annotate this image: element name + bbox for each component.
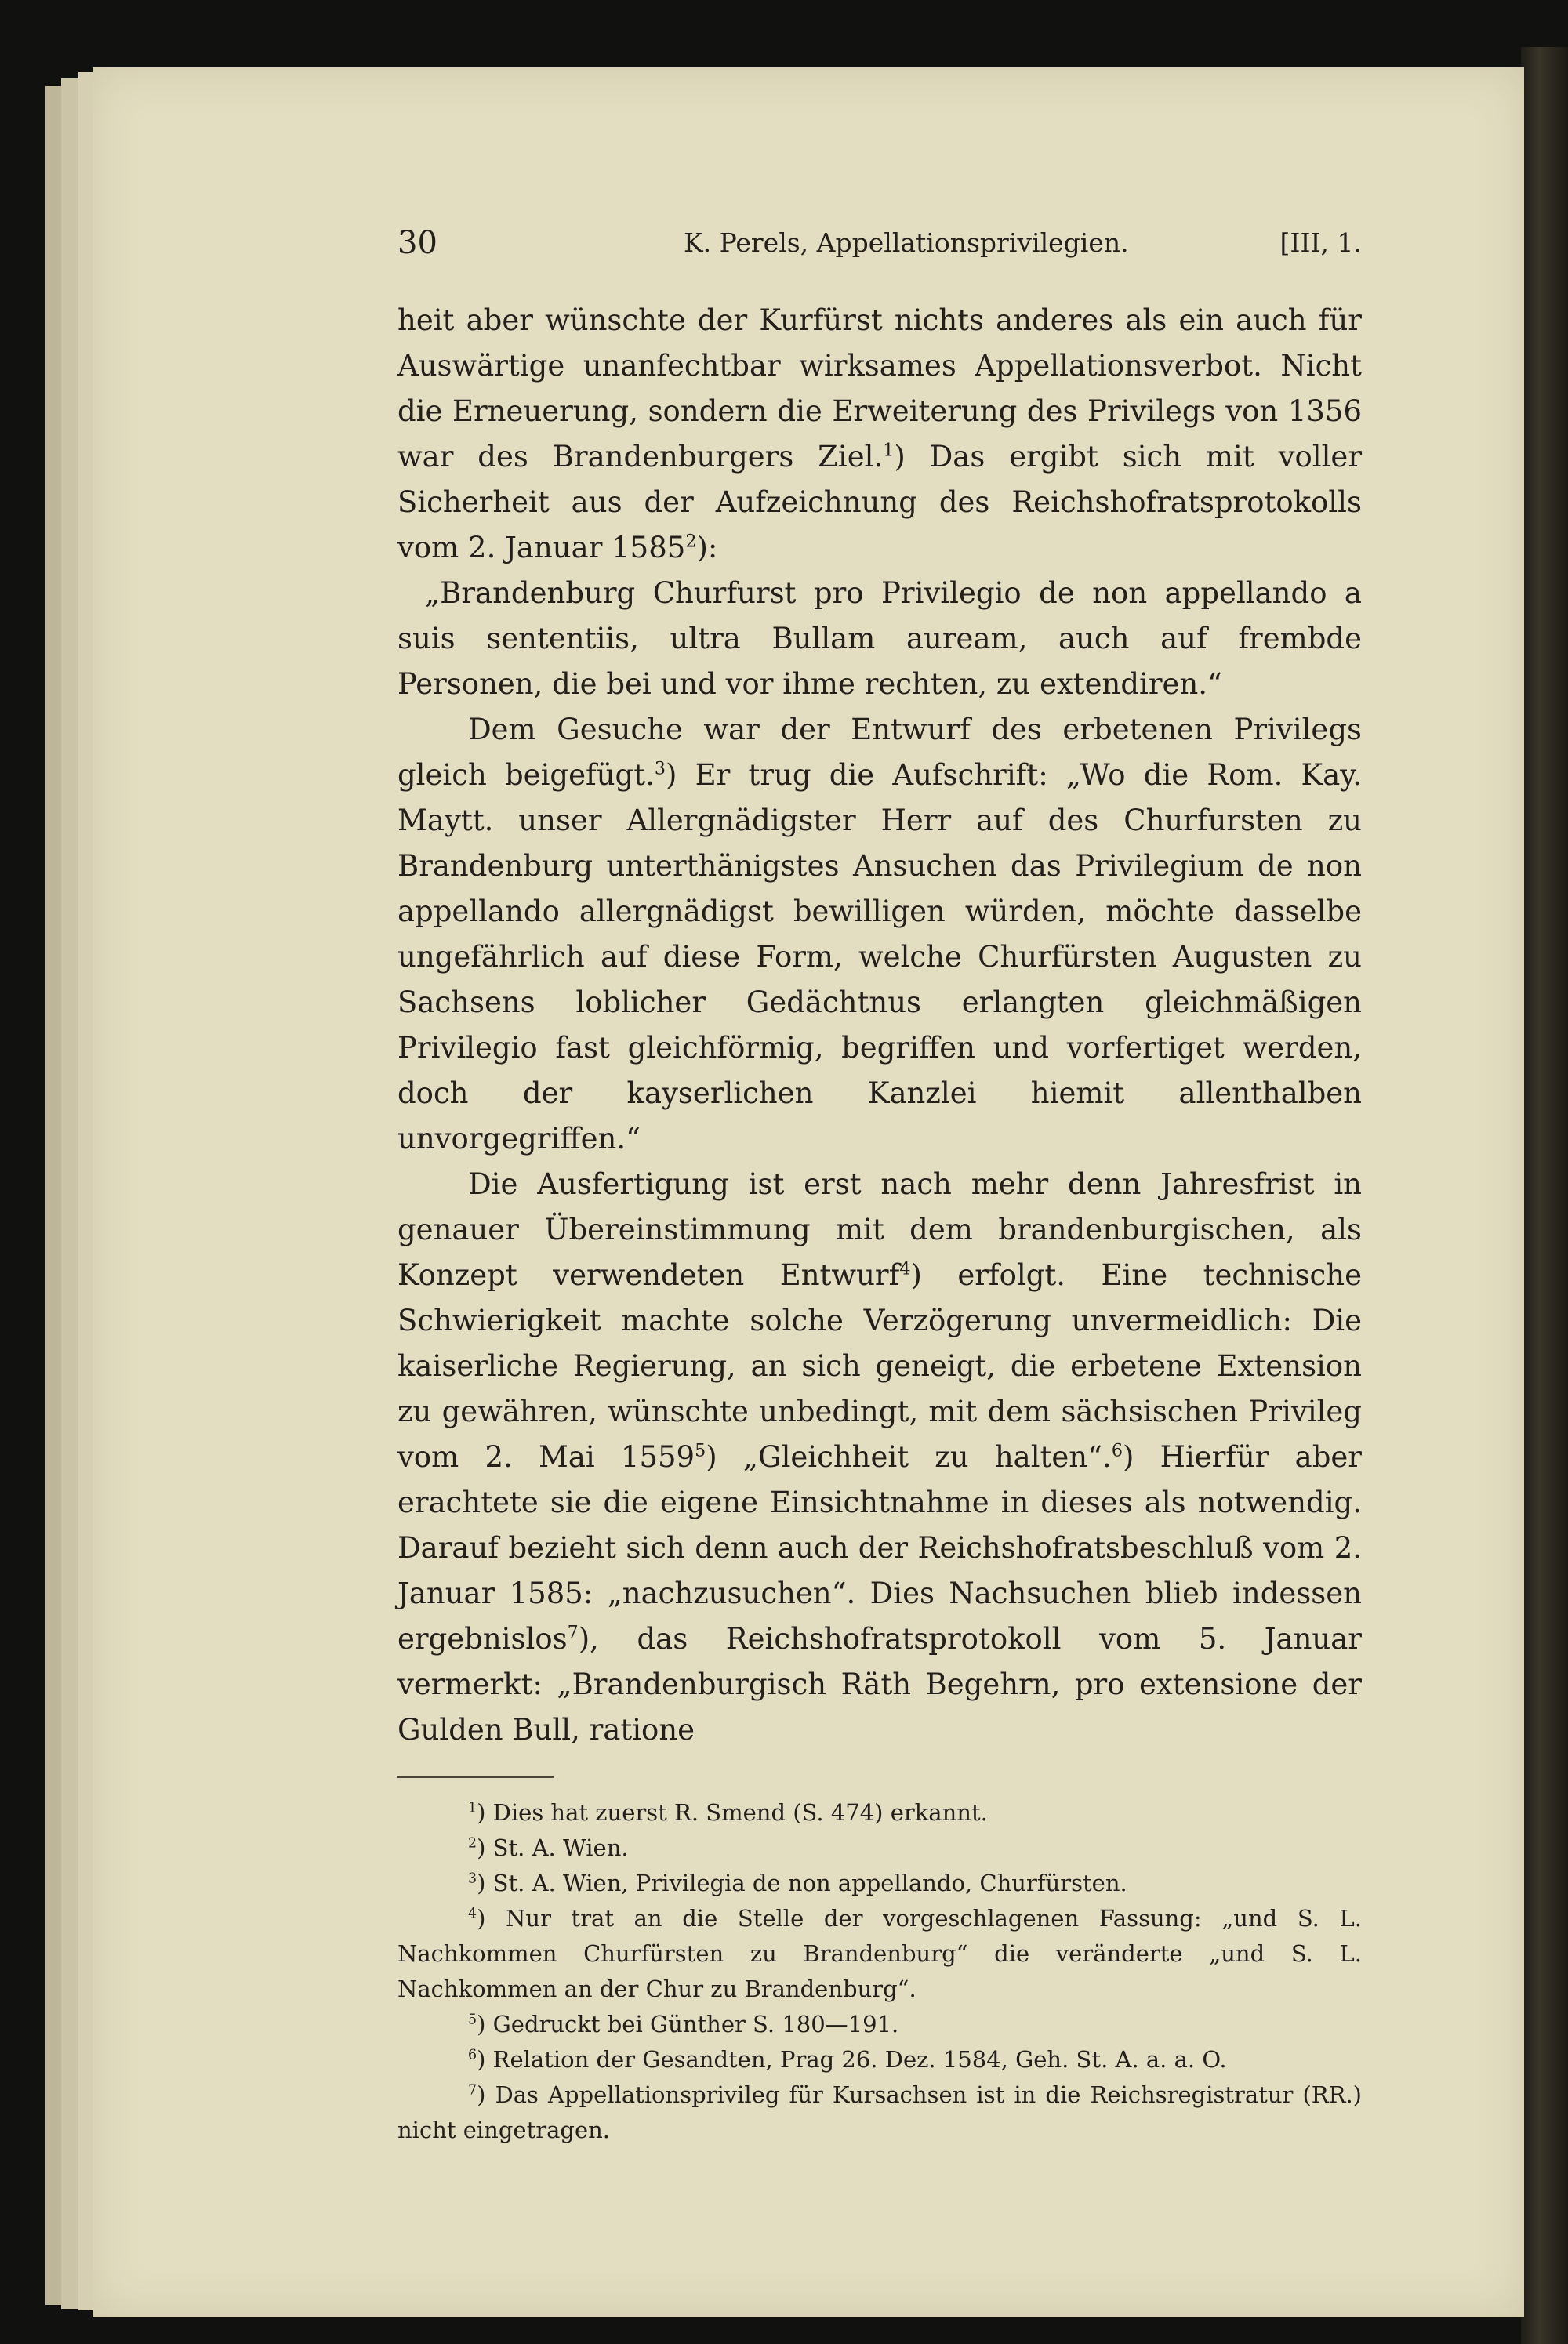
footnote: $^1$) Dies hat zuerst R. Smend (S. 474) erkannt. — [468, 1799, 988, 1826]
paragraph: Die Ausfertigung ist erst nach mehr denn Jahresfrist in genauer Übereinstimmung mit dem brandenburgischen, als Konzept verwendeten Entwurf$^4$) erfolgt. Eine technische Schwierigkeit machte solche Verzögerung unvermeidlich: Die kaiserliche Regierung, an sich geneigt, die erbetene Extension zu gewähren, wünschte unbedingt, mit dem sächsischen Privileg vom 2. Mai 1559$^5$) „Gleichheit zu halten“.$^6$) Hierfür aber erachtete sie die eigene Einsichtnahme in dieses als notwendig. Darauf bezieht sich denn auch der Reichshofratsbeschluß vom 2. Januar 1585: „nachzusuchen“. Dies Nachsuchen blieb indessen ergebnislos$^7$), das Reichshofratsprotokoll vom 5. Januar vermerkt: „Brandenburgisch Räth Begehrn, pro extensione der Gulden Bull, ratione — [397, 1167, 1362, 1747]
footnote-rule — [397, 1776, 554, 1778]
footnote-mark: 6 — [1111, 1440, 1123, 1461]
footnote-mark: 3 — [654, 758, 666, 779]
footnotes — [397, 1795, 1362, 2148]
paragraph: heit aber wünschte der Kurfürst nichts anderes als ein auch für Auswärtige unanfechtbar wirksames Appellationsverbot. Nicht die Erneuerung, sondern die Erweiterung des Privilegs von 1356 war des Brandenburgers Ziel.$^1$) Das ergibt sich mit voller Sicherheit aus der Aufzeichnung des Reichshofratsprotokolls vom 2. Januar 1585$^2$): — [397, 303, 1363, 564]
footnote: $^6$) Relation der Gesandten, Prag 26. Dez. 1584, Geh. St. A. a. a. O. — [468, 2046, 1227, 2073]
body-text — [397, 298, 1362, 1753]
footnote-mark: 4 — [899, 1258, 911, 1279]
footnote: $^5$) Gedruckt bei Günther S. 180—191. — [468, 2011, 899, 2037]
footnote-mark: 2 — [685, 531, 697, 552]
book-binding — [1521, 47, 1568, 2344]
footnote: $^2$) St. A. Wien. — [468, 1834, 629, 1861]
footnote: $^3$) St. A. Wien, Privilegia de non appellando, Churfürsten. — [468, 1870, 1127, 1896]
footnote-mark: 1 — [883, 440, 895, 461]
page-number: 30 — [397, 225, 437, 261]
footnote: $^4$) Nur trat an die Stelle der vorgeschlagenen Fassung: „und S. L. Nachkommen Churfürsten zu Brandenburg“ die veränderte „und S. L. Nachkommen an der Chur zu Brandenburg“. — [397, 1905, 1362, 2002]
footnote-mark: 7 — [567, 1622, 579, 1643]
running-head — [397, 220, 1362, 267]
footnote-mark: 5 — [695, 1440, 706, 1461]
footnote: $^7$) Das Appellationsprivileg für Kursachsen ist in die Reichsregistratur (RR.) nicht eingetragen. — [397, 2081, 1362, 2143]
section-reference: [III, 1. — [1279, 227, 1362, 258]
block-quote: „Brandenburg Churfurst pro Privilegio de non appellando a suis sententiis, ultra Bullam auream, auch auf frembde Personen, die bei und vor ihme rechten, zu extendiren.“ — [397, 576, 1362, 701]
text-block — [397, 220, 1362, 2148]
paragraph: Dem Gesuche war der Entwurf des erbetenen Privilegs gleich beigefügt.$^3$) Er trug die Aufschrift: „Wo die Rom. Kay. Maytt. unser Allergnädigster Herr auf des Churfursten zu Brandenburg unterthänigstes Ansuchen das Privilegium de non appellando allergnädigst bewilligen würden, möchte dasselbe ungefährlich auf diese Form, welche Churfürsten Augusten zu Sachsens loblicher Gedächtnus erlangten gleichmäßigen Privilegio fast gleichförmig, begriffen und vorfertiget werden, doch der kayserlichen Kanzlei hiemit allenthalben unvorgegriffen.“ — [397, 713, 1362, 1156]
header-title: K. Perels, Appellationsprivilegien. — [684, 227, 1129, 258]
